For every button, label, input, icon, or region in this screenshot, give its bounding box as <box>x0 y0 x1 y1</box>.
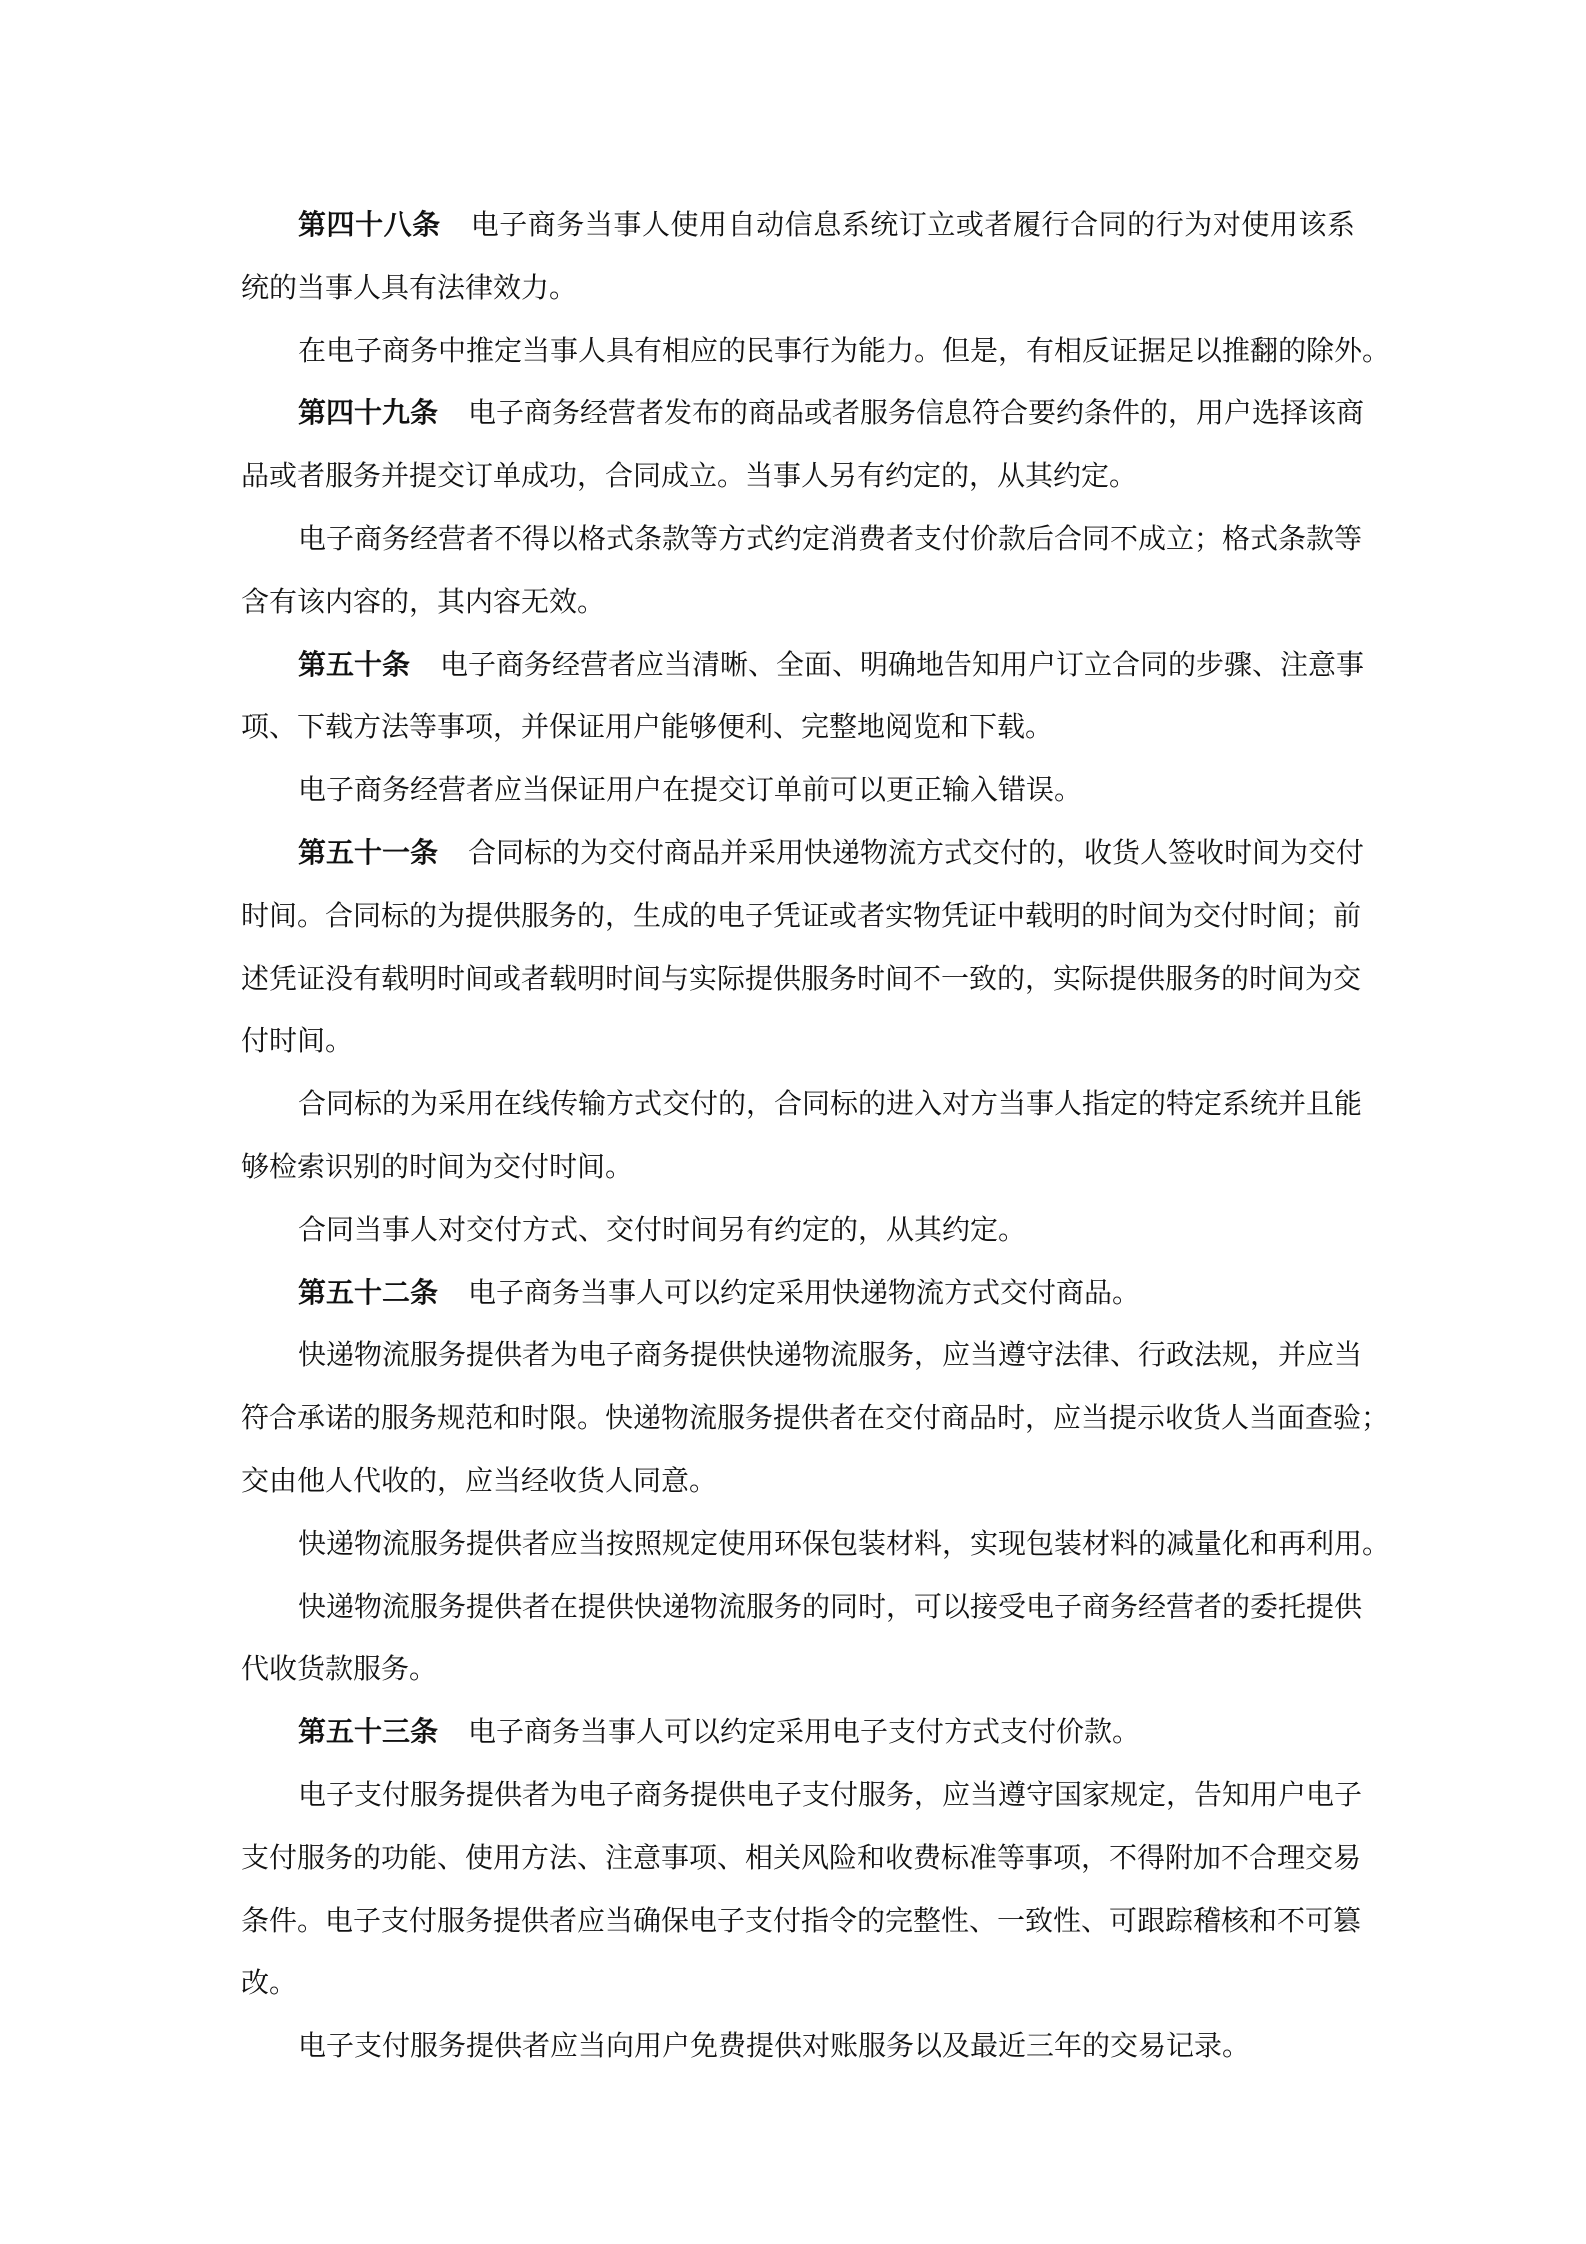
article-number: 第四十八条 <box>298 208 441 241</box>
article-heading-line <box>298 207 1355 243</box>
text-line <box>241 584 1355 620</box>
line-text: 付时间。 <box>241 1024 354 1058</box>
text-line <box>241 270 1355 306</box>
line-text: 合同标的为采用在线传输方式交付的，合同标的进入对方当事人指定的特定系统并且能 <box>298 1087 1363 1121</box>
article-heading-line <box>298 647 1365 683</box>
line-text: 条件。电子支付服务提供者应当确保电子支付指令的完整性、一致性、可跟踪稽核和不可篡 <box>241 1903 1362 1937</box>
line-text: 电子商务当事人可以约定采用电子支付方式支付价款。 <box>468 1715 1141 1749</box>
text-line <box>241 1840 1362 1876</box>
line-text: 电子支付服务提供者为电子商务提供电子支付服务，应当遵守国家规定，告知用户电子 <box>298 1778 1363 1811</box>
text-line <box>241 898 1362 934</box>
line-text: 述凭证没有载明时间或者载明时间与实际提供服务时间不一致的，实际提供服务的时间为交 <box>241 961 1362 995</box>
line-text: 电子商务当事人使用自动信息系统订立或者履行合同的行为对使用该系 <box>470 208 1355 241</box>
text-line <box>241 1400 1390 1436</box>
text-line <box>298 1212 1355 1248</box>
line-text: 电子商务经营者发布的商品或者服务信息符合要约条件的，用户选择该商 <box>468 396 1365 430</box>
line-text: 电子商务经营者应当清晰、全面、明确地告知用户订立合同的步骤、注意事 <box>440 647 1365 681</box>
text-line <box>298 772 1355 808</box>
line-text: 合同标的为交付商品并采用快递物流方式交付的，收货人签收时间为交付 <box>468 836 1365 869</box>
text-line <box>298 1526 1391 1562</box>
article-number: 第五十条 <box>298 647 411 681</box>
article-number: 第五十三条 <box>298 1715 439 1749</box>
line-text: 交由他人代收的，应当经收货人同意。 <box>241 1464 718 1497</box>
article-heading-line <box>298 1714 1355 1750</box>
line-text: 快递物流服务提供者应当按照规定使用环保包装材料，实现包装材料的减量化和再利用。 <box>298 1526 1391 1560</box>
line-text: 支付服务的功能、使用方法、注意事项、相关风险和收费标准等事项，不得附加不合理交易 <box>241 1840 1362 1874</box>
line-text: 符合承诺的服务规范和时限。快递物流服务提供者在交付商品时，应当提示收货人当面查验； <box>241 1401 1390 1435</box>
line-text: 电子商务经营者不得以格式条款等方式约定消费者支付价款后合同不成立；格式条款等 <box>298 522 1363 555</box>
text-line <box>241 709 1355 745</box>
text-line <box>298 2028 1355 2064</box>
line-text: 品或者服务并提交订单成功，合同成立。当事人另有约定的，从其约定。 <box>241 459 1138 493</box>
text-line <box>241 1903 1362 1939</box>
line-text: 够检索识别的时间为交付时间。 <box>241 1150 634 1183</box>
text-line <box>241 1149 1355 1185</box>
line-text: 统的当事人具有法律效力。 <box>241 270 578 304</box>
article-heading-line <box>298 835 1365 871</box>
article-number: 第五十二条 <box>298 1275 439 1309</box>
article-number: 第五十一条 <box>298 836 439 869</box>
text-line <box>241 961 1362 997</box>
line-text: 合同当事人对交付方式、交付时间另有约定的，从其约定。 <box>298 1212 1027 1246</box>
article-number: 第四十九条 <box>298 396 439 430</box>
line-text: 快递物流服务提供者在提供快递物流服务的同时，可以接受电子商务经营者的委托提供 <box>298 1589 1363 1623</box>
line-text: 含有该内容的，其内容无效。 <box>241 584 606 618</box>
text-line <box>298 1086 1363 1122</box>
text-line <box>298 333 1391 369</box>
text-line <box>298 1337 1363 1373</box>
line-text: 改。 <box>241 1966 298 2000</box>
text-line <box>241 1965 1355 2001</box>
line-text: 电子商务当事人可以约定采用快递物流方式交付商品。 <box>468 1275 1141 1309</box>
text-line <box>298 521 1363 557</box>
text-line <box>241 1651 1355 1687</box>
line-text: 在电子商务中推定当事人具有相应的民事行为能力。但是，有相反证据足以推翻的除外。 <box>298 333 1391 367</box>
text-line <box>298 1777 1363 1813</box>
text-line <box>241 1023 1355 1059</box>
article-heading-line <box>298 395 1365 431</box>
text-line <box>241 458 1355 494</box>
text-line <box>241 1463 1355 1499</box>
line-text: 时间。合同标的为提供服务的，生成的电子凭证或者实物凭证中载明的时间为交付时间；前 <box>241 898 1362 932</box>
line-text: 代收货款服务。 <box>241 1652 438 1686</box>
article-heading-line <box>298 1275 1355 1311</box>
line-text: 电子商务经营者应当保证用户在提交订单前可以更正输入错误。 <box>298 773 1083 807</box>
line-text: 快递物流服务提供者为电子商务提供快递物流服务，应当遵守法律、行政法规，并应当 <box>298 1338 1363 1372</box>
line-text: 项、下载方法等事项，并保证用户能够便利、完整地阅览和下载。 <box>241 710 1054 744</box>
line-text: 电子支付服务提供者应当向用户免费提供对账服务以及最近三年的交易记录。 <box>298 2029 1251 2063</box>
text-line <box>298 1589 1363 1625</box>
